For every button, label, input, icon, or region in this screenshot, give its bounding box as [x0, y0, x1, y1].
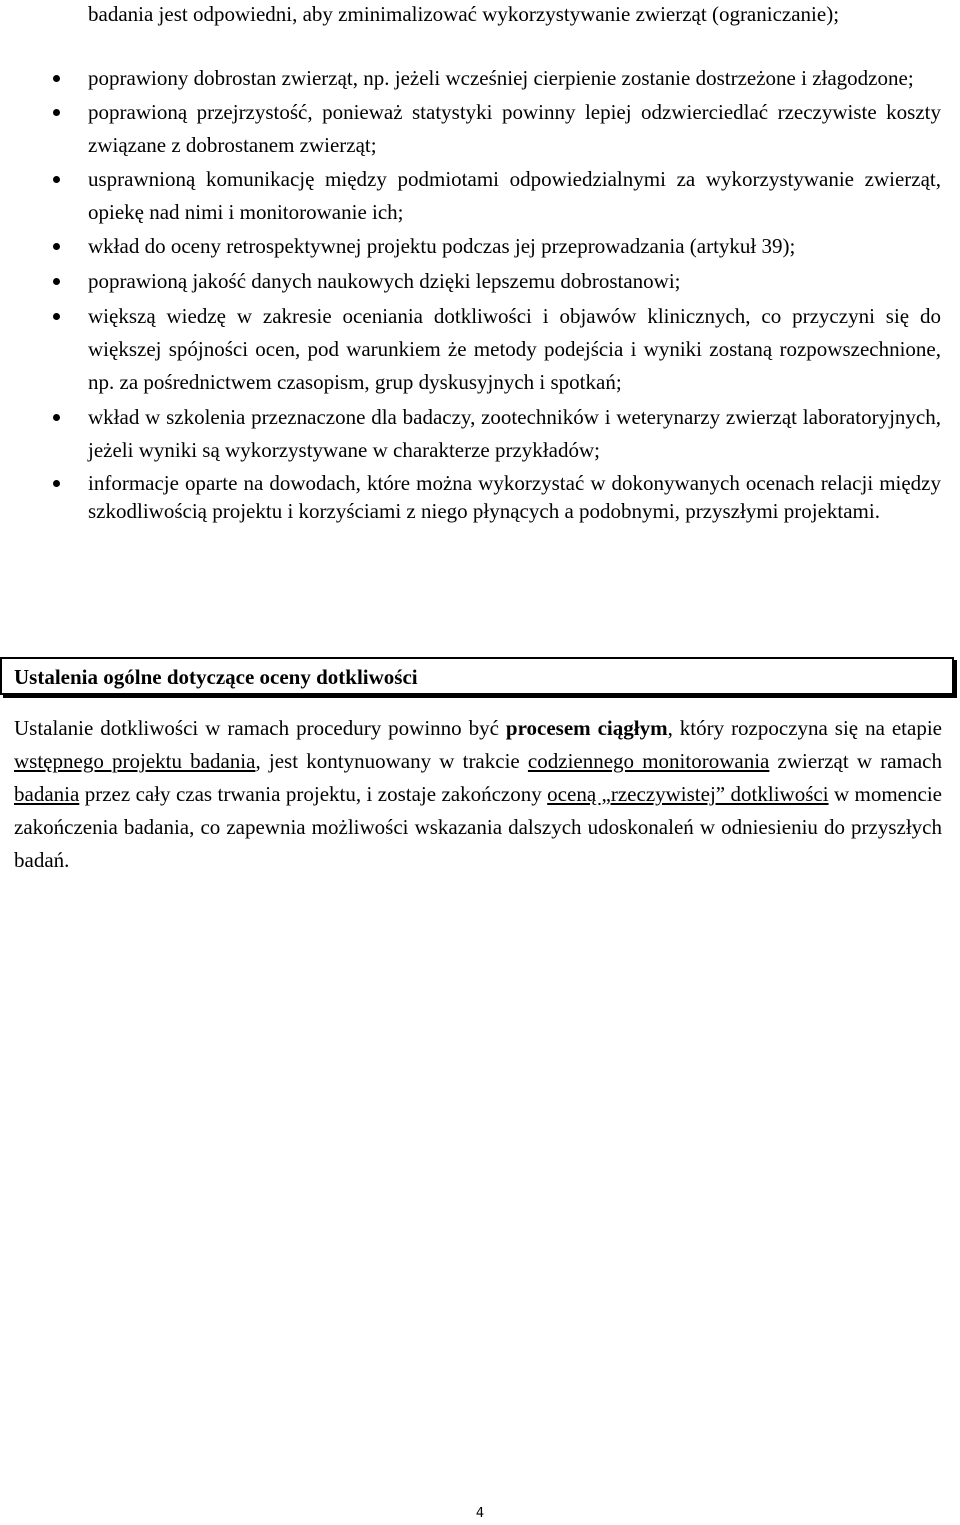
- list-item: informacje oparte na dowodach, które można wykorzystać w dokonywanych ocenach relacji między szkodliwością projektu i korzyściami z niego płynących a podobnymi, przyszłymi projektami.: [88, 469, 941, 525]
- page-number: 4: [475, 1506, 485, 1521]
- bullet-icon: [53, 109, 60, 116]
- list-item: wkład w szkolenia przeznaczone dla badaczy, zootechników i weterynarzy zwierząt laboratoryjnych, jeżeli wyniki są wykorzystywane w charakterze przykładów;: [88, 401, 941, 467]
- bullet-icon: [53, 480, 60, 487]
- benefits-list: [0, 62, 960, 525]
- section-heading-box: [0, 657, 954, 695]
- bullet-icon: [53, 414, 60, 421]
- list-item: wkład do oceny retrospektywnej projektu podczas jej przeprowadzania (artykuł 39);: [88, 230, 941, 263]
- continued-list-text: badania jest odpowiedni, aby zminimalizować wykorzystywanie zwierząt (ograniczanie);: [88, 2, 840, 26]
- bold-phrase: procesem ciągłym: [505, 716, 668, 740]
- body-paragraph: Ustalanie dotkliwości w ramach procedury powinno być procesem ciągłym, który rozpoczyna się na etapie wstępnego projektu badania, jest kontynuowany w trakcie codziennego monitorowania zwierząt w ramach badania przez cały czas trwania projektu, i zostaje zakończony oceną „rzeczywistej” dotkliwości w momencie zakończenia badania, co zapewnia możliwości wskazania dalszych udoskonaleń w odniesieniu do przyszłych badań.: [14, 716, 942, 872]
- section-heading: Ustalenia ogólne dotyczące oceny dotkliwości: [14, 665, 418, 689]
- list-item: poprawiony dobrostan zwierząt, np. jeżeli wcześniej cierpienie zostanie dostrzeżone i złagodzone;: [88, 62, 941, 95]
- list-item: usprawnioną komunikację między podmiotami odpowiedzialnymi za wykorzystywanie zwierząt, opiekę nad nimi i monitorowanie ich;: [88, 163, 941, 229]
- underlined-phrase: oceną „rzeczywistej” dotkliwości: [547, 782, 829, 806]
- bullet-icon: [53, 176, 60, 183]
- list-item: większą wiedzę w zakresie oceniania dotkliwości i objawów klinicznych, co przyczyni się do większej spójności ocen, pod warunkiem że metody podejścia i wyniki zostaną rozpowszechnione, np. za pośrednictwem czasopism, grup dyskusyjnych i spotkań;: [88, 300, 941, 399]
- list-item: poprawioną jakość danych naukowych dzięki lepszemu dobrostanowi;: [88, 265, 941, 298]
- underlined-phrase: wstępnego projektu badania: [14, 749, 256, 773]
- list-item: poprawioną przejrzystość, ponieważ statystyki powinny lepiej odzwierciedlać rzeczywiste koszty związane z dobrostanem zwierząt;: [88, 96, 941, 162]
- bullet-icon: [53, 243, 60, 250]
- underlined-phrase: codziennego monitorowania: [527, 749, 770, 773]
- bullet-icon: [53, 313, 60, 320]
- bullet-icon: [53, 75, 60, 82]
- bullet-icon: [53, 278, 60, 285]
- underlined-phrase: badania: [14, 782, 80, 806]
